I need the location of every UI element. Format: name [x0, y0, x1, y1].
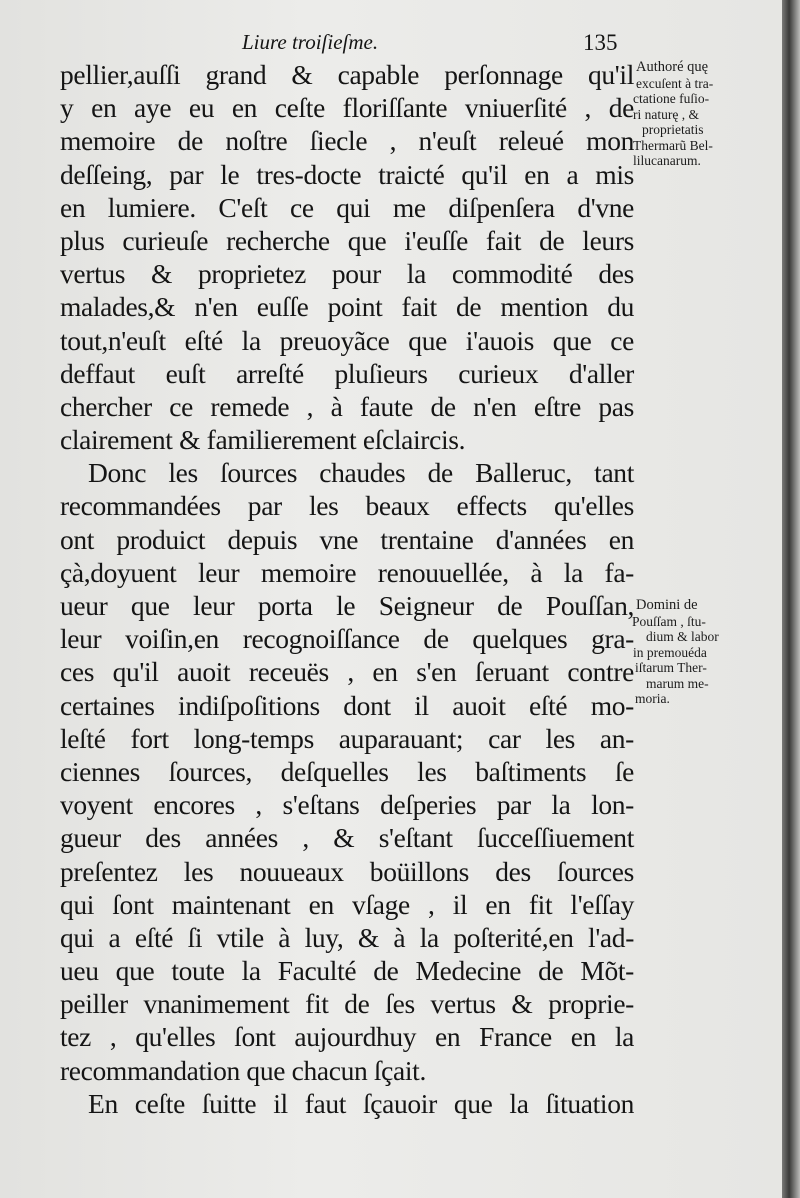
margin-note — [632, 597, 776, 707]
margin-note-line: in premouéda — [633, 644, 707, 660]
margin-note-line: excuſent à tra- — [636, 75, 714, 91]
text-line: tout,n'euſt eſté la preuoyãce que i'auois que ce — [60, 324, 634, 356]
text-line: qui ſont maintenant en vſage , il en fit l'eſſay — [60, 888, 634, 920]
margin-note-line: moria. — [635, 691, 670, 706]
text-line: certaines indiſpoſitions dont il auoit eſté mo- — [60, 689, 634, 721]
text-line: en lumiere. C'eſt ce qui me diſpenſera d'vne — [60, 191, 634, 223]
text-line: qui a eſté ſi vtile à luy, & à la poſterité,en l'ad- — [60, 921, 634, 953]
book-edge — [782, 0, 800, 1198]
text-line: plus curieuſe recherche que i'euſſe fait de leurs — [60, 224, 634, 256]
text-line: recommandées par les beaux effects qu'elles — [60, 490, 634, 522]
margin-note-line: dium & labor — [646, 629, 719, 644]
running-head: Liure troiſieſme. — [242, 30, 379, 54]
text-line: deſſeing, par le tres-docte traicté qu'il en a mis — [60, 158, 634, 190]
text-line: ciennes ſources, deſquelles les baſtiments ſe — [60, 755, 634, 787]
text-line: pellier,auſſi grand & capable perſonnage qu'il — [60, 59, 634, 90]
margin-note-line: Thermarũ Bel- — [633, 137, 713, 153]
text-line: leſté fort long-temps auparauant; car les an- — [60, 722, 634, 754]
text-line: ueur que leur porta le Seigneur de Pouſſan, — [60, 590, 634, 621]
text-line: recommandation que chacun ſçait. — [60, 1054, 426, 1086]
paragraph-start-line: En ceſte ſuitte il faut ſçauoir que la ſituation — [88, 1087, 634, 1119]
paragraph-start-line: Donc les ſources chaudes de Balleruc, tant — [88, 457, 634, 489]
page-number: 135 — [583, 30, 618, 55]
text-line: deffaut euſt arreſté pluſieurs curieux d'aller — [60, 357, 634, 389]
margin-note-line: Domini de — [636, 597, 698, 613]
text-line: memoire de noſtre ſiecle , n'euſt releué mon — [60, 125, 634, 157]
margin-note-line: lilucanarum. — [633, 153, 701, 168]
margin-note-line: marum me- — [646, 675, 709, 691]
text-line: y en aye eu en ceſte floriſſante vniuerſité , de — [60, 92, 634, 124]
margin-note-line: Authoré quę — [636, 59, 709, 75]
text-line: peiller vnanimement fit de ſes vertus & proprie- — [60, 988, 634, 1020]
margin-note-line: proprietatis — [642, 122, 704, 137]
text-line: voyent encores , s'eſtans deſperies par la lon- — [60, 789, 634, 821]
text-line: preſentez les nouueaux boüillons des ſources — [60, 855, 634, 887]
text-line: ces qu'il auoit receuës , en s'en ſeruant contre — [60, 656, 634, 688]
margin-note-line: ri naturę , & — [633, 106, 699, 122]
margin-note-line: ctatione fuſio- — [633, 91, 710, 106]
text-line: gueur des années , & s'eſtant ſucceſſiuement — [60, 822, 634, 854]
margin-note — [633, 59, 776, 169]
text-line: vertus & proprietez pour la commodité des — [60, 258, 634, 290]
text-line: ueu que toute la Faculté de Medecine de Mõt- — [60, 955, 634, 987]
text-line: leur voiſin,en recognoiſſance de quelques gra- — [60, 623, 634, 655]
margin-note-line: iſtarum Ther- — [635, 660, 707, 675]
margin-note-line: Pouſſam , ſtu- — [632, 613, 706, 629]
text-line: çà,doyuent leur memoire renouuellée, à la fa- — [60, 556, 634, 588]
main-text-block — [60, 58, 634, 1120]
text-line: tez , qu'elles ſont aujourdhuy en France en la — [60, 1021, 634, 1053]
text-line: clairement & familierement eſclaircis. — [60, 424, 466, 456]
text-line: chercher ce remede , à faute de n'en eſtre pas — [60, 390, 634, 422]
text-line: ont produict depuis vne trentaine d'années en — [60, 523, 634, 555]
text-line: malades,& n'en euſſe point fait de mention du — [60, 291, 634, 323]
